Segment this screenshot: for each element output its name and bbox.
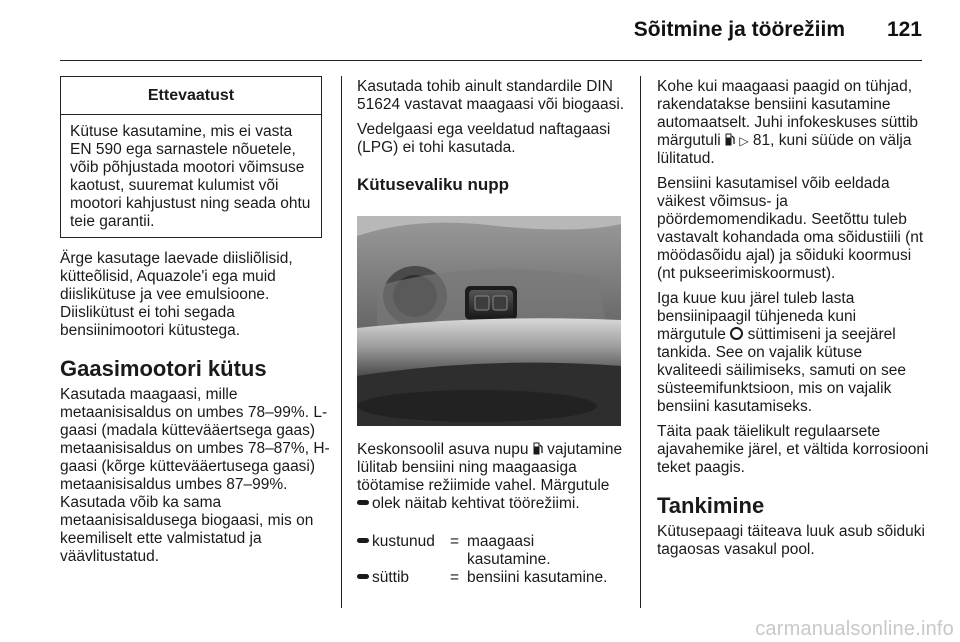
legend-definition: maagaasi kasutamine. bbox=[467, 533, 551, 568]
page-reference-arrow-icon: ▷ bbox=[739, 134, 749, 148]
empty-tank-paragraph: Iga kuue kuu järel tuleb lasta bensiinipaagil tühjeneda kuni märgutule süttimiseni ja seejärel tankida. See on vajalik kütuse kvaliteedi säilimiseks, samuti on see süsteemifunktsioon, mis on vajalik bensiini kasutamiseks. bbox=[657, 290, 906, 415]
fuel-selector-heading: Kütusevaliku nupp bbox=[357, 175, 510, 194]
console-illustration bbox=[357, 216, 621, 426]
fuel-pump-icon bbox=[533, 442, 543, 455]
diesel-paragraph: Ärge kasutage laevade diisliõlisid, kütteõlisid, Aquazole'i ega muid diislikütuse ja vee emulsioone. Diislikütust ei tohi segada bensiinimootori kütustega. bbox=[60, 250, 293, 339]
legend-term: kustunud bbox=[372, 533, 435, 550]
lpg-paragraph: Vedelgaasi ega veeldatud naftagaasi (LPG) ei tohi kasutada. bbox=[357, 121, 611, 156]
standard-paragraph: Kasutada tohib ainult standardile DIN 51624 vastavat maagaasi või biogaasi. bbox=[357, 78, 625, 113]
page-number: 121 bbox=[886, 18, 922, 41]
page-reference[interactable]: 81 bbox=[752, 132, 771, 149]
legend-equals: = bbox=[450, 533, 460, 550]
power-loss-paragraph: Bensiini kasutamisel võib eeldada väikest võimsus- ja pöördemomendikadu. Seetõttu tuleb vastavalt kohandada oma sõidustiili (nt möödasõidu ajal) ja sõiduki koormusi (nt pukseerimiskoormust). bbox=[657, 175, 924, 282]
running-header-title: Sõitmine ja töörežiim bbox=[633, 18, 845, 41]
indicator-legend bbox=[357, 533, 627, 587]
auto-switch-paragraph: Kohe kui maagaasi paagid on tühjad, rakendatakse bensiini kasutamine automaatselt. Juhi infokeskuses süttib märgutuli ▷ 81, kuni süüde on välja lülitatud. bbox=[657, 78, 919, 167]
warning-box bbox=[60, 76, 322, 238]
legend-equals: = bbox=[450, 569, 460, 586]
header-rule bbox=[60, 60, 922, 61]
column-divider-1 bbox=[341, 76, 342, 608]
column-2-text bbox=[357, 78, 627, 196]
caption-part-1: Keskonsoolil asuva nupu bbox=[357, 441, 529, 458]
column-3-text bbox=[657, 78, 929, 559]
refuelling-heading: Tankimine bbox=[657, 493, 765, 518]
legend-row bbox=[357, 569, 627, 587]
fuel-flap-paragraph: Kütusepaagi täiteava luuk asub sõiduki tagaosas vasakul pool. bbox=[657, 523, 925, 558]
indicator-off-icon bbox=[357, 538, 369, 543]
control-indicator-icon bbox=[357, 500, 369, 505]
column-divider-2 bbox=[640, 76, 641, 608]
fuel-selector-button-photo bbox=[357, 216, 621, 426]
gas-fuel-paragraph: Kasutada maagaasi, mille metaanisisaldus on umbes 78–99%. L-gaasi (madala küttevääertsega gaas) metaanisisaldus on umbes 78–87%, H-gaasi (kõrge küttevääertusega gaasi) metaanisisaldus umbes 87–99%. Kasutada võib ka sama metaanisisaldusega biogaasi, mis on keemiliselt ette valmistatud ja väävlitustatud. bbox=[60, 386, 330, 565]
fill-tank-paragraph: Täita paak täielikult regulaarsete ajavahemike järel, et vältida korrosiooni teket paagis. bbox=[657, 423, 929, 476]
column-1-text bbox=[60, 250, 330, 566]
warning-text: Kütuse kasutamine, mis ei vasta EN 590 ega sarnastele nõuetele, võib põhjustada mootori võimsuse kaotust, suuremat kulumist või mootori kahjustust ning seada ohtu teie garantii. bbox=[70, 123, 311, 230]
selector-caption bbox=[357, 441, 627, 513]
watermark: carmanualsonline.info bbox=[755, 618, 954, 640]
fuel-indicator-ring-icon bbox=[730, 327, 743, 340]
warning-title: Ettevaatust bbox=[61, 77, 321, 115]
legend-row bbox=[357, 533, 627, 569]
fuel-pump-icon bbox=[725, 133, 735, 146]
caption-part-2: vajutamine lülitab bensiini ning maagaasiga töötamise režiimide vahel. Märgutule bbox=[357, 441, 623, 494]
legend-term: süttib bbox=[372, 569, 410, 586]
legend-definition: bensiini kasutamine. bbox=[467, 569, 608, 586]
gas-fuel-heading: Gaasimootori kütus bbox=[60, 356, 267, 381]
indicator-on-icon bbox=[357, 574, 369, 579]
caption-part-3: olek näitab kehtivat töörežiimi. bbox=[372, 495, 580, 512]
